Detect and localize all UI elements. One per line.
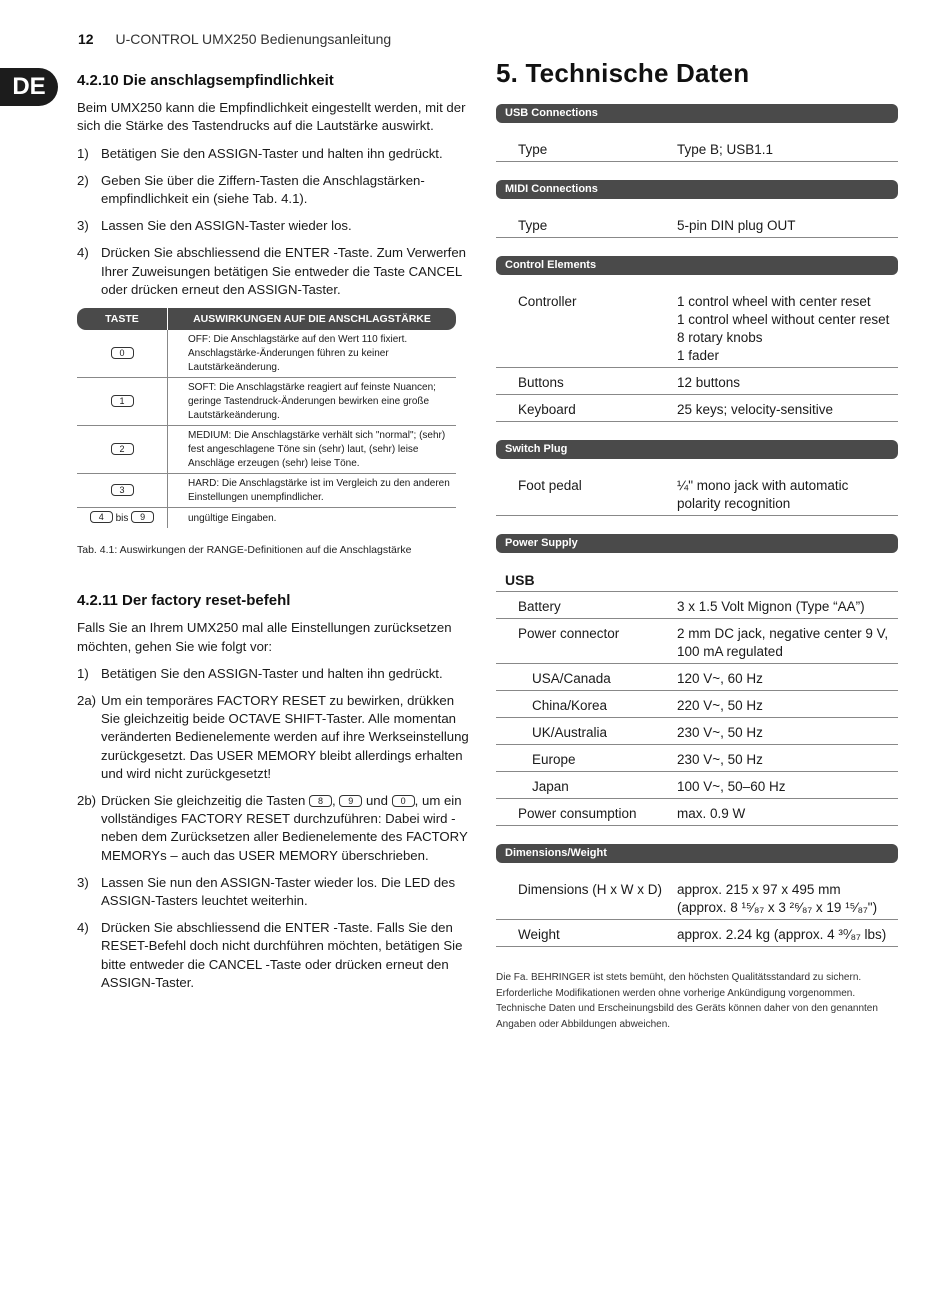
spec-value: 120 V~, 60 Hz — [677, 671, 763, 686]
step-number: 2b) — [77, 793, 97, 809]
spec-value — [677, 477, 898, 513]
step-item — [77, 217, 475, 235]
step-item — [77, 792, 475, 865]
spec-label: Buttons — [518, 375, 564, 390]
table-cell: OFF: Die Anschlagstärke auf den Wert 110 fixiert. Anschlagstärke-Änderungen führen zu keiner Lautstärkeänderung. — [168, 330, 457, 378]
step-item — [77, 172, 475, 208]
spec-value: 100 V~, 50–60 Hz — [677, 779, 786, 794]
page-title: 5. Technische Daten — [496, 58, 750, 88]
spec-label: Type — [518, 142, 548, 157]
spec-row — [496, 211, 898, 238]
step-number: 1) — [77, 145, 89, 161]
spec-row — [496, 592, 898, 619]
spec-value: 220 V~, 50 Hz — [677, 698, 763, 713]
key-label: 2 — [111, 443, 134, 455]
step-number: 2) — [77, 172, 89, 188]
section-bar-switch: Switch Plug — [496, 440, 898, 459]
step-text — [101, 792, 475, 865]
table-header-row — [77, 308, 456, 330]
key-label: 0 — [111, 347, 134, 359]
key-label: 9 — [131, 511, 154, 523]
spec-row — [496, 664, 898, 691]
spec-value: Type B; USB1.1 — [677, 142, 774, 157]
step-number: 3) — [77, 874, 89, 890]
range-word: bis — [115, 513, 129, 525]
spec-row — [496, 718, 898, 745]
spec-row — [496, 395, 898, 422]
key-label: 4 — [90, 511, 113, 523]
spec-value: 230 V~, 50 Hz — [677, 752, 763, 767]
spec-value-line: 2 mm DC jack, negative center 9 V, — [677, 626, 889, 641]
spec-value-line: polarity recognition — [677, 496, 791, 511]
spec-value-line: ¼" mono jack with automatic — [677, 478, 849, 493]
section-bar-midi: MIDI Connections — [496, 180, 898, 199]
table-cell: HARD: Die Anschlagstärke ist im Vergleich zu den anderen Einstellungen unempfindlicher. — [168, 474, 457, 508]
spec-value-line: approx. 215 x 97 x 495 mm — [677, 882, 841, 897]
spec-value: 3 x 1.5 Volt Mignon (Type “AA”) — [677, 599, 865, 614]
spec-label: Dimensions (H x W x D) — [518, 882, 663, 897]
spec-value-line: (approx. 8 ¹⁵⁄₈₇ x 3 ²⁶⁄₈₇ x 19 ¹⁵⁄₈₇") — [677, 900, 878, 915]
section-heading-velocity: 4.2.10 Die anschlagsempfindlichkeit — [77, 72, 334, 89]
page-number: 12 — [78, 31, 94, 47]
section-bar-power: Power Supply — [496, 534, 898, 553]
step-item — [77, 665, 475, 683]
step-number: 4) — [77, 920, 89, 936]
key-label: 8 — [309, 795, 332, 807]
step-number: 4) — [77, 245, 89, 261]
spec-row — [496, 619, 898, 664]
spec-row — [496, 368, 898, 395]
language-tab: DE — [0, 68, 58, 106]
spec-value: 230 V~, 50 Hz — [677, 725, 763, 740]
spec-label: Foot pedal — [518, 478, 582, 493]
spec-row — [496, 135, 898, 162]
table-row — [77, 378, 456, 426]
velocity-table — [77, 308, 456, 528]
spec-value-line: 100 mA regulated — [677, 644, 783, 659]
section-bar-usb: USB Connections — [496, 104, 898, 123]
spec-label: Japan — [532, 779, 569, 794]
spec-row — [496, 471, 898, 516]
step-item — [77, 874, 475, 910]
step-text-part: Drücken Sie gleichzeitig die Tasten — [101, 793, 306, 809]
spec-label: Type — [518, 218, 548, 233]
step-item — [77, 692, 475, 783]
step-text: Geben Sie über die Ziffern-Tasten die Anschlagstärken-empfindlichkeit ein (siehe Tab. 4.1). — [101, 172, 425, 207]
table-cell: ungültige Eingaben. — [188, 512, 277, 524]
table-cell: SOFT: Die Anschlagstärke reagiert auf feinste Nuancen; geringe Tastendruck-Änderungen bewirken eine große Lautstärkeänderung. — [168, 378, 457, 426]
spec-value — [677, 881, 898, 917]
spec-value — [677, 293, 898, 365]
table-caption: Tab. 4.1: Auswirkungen der RANGE-Definitionen auf die Anschlagstärke — [77, 544, 412, 557]
spec-label: Weight — [518, 927, 560, 942]
spec-label: Controller — [518, 294, 577, 309]
right-column — [496, 58, 898, 1032]
spec-value-line: 8 rotary knobs — [677, 330, 763, 345]
spec-label: Battery — [518, 599, 561, 614]
spec-label: Power connector — [518, 626, 620, 641]
step-item — [77, 145, 475, 163]
step-number: 1) — [77, 665, 89, 681]
spec-value-line: 1 fader — [677, 348, 720, 363]
spec-label: Power consumption — [518, 806, 637, 821]
table-row — [77, 330, 456, 378]
spec-label: China/Korea — [532, 698, 608, 713]
table-header-effect: AUSWIRKUNGEN AUF DIE ANSCHLAGSTÄRKE — [168, 308, 457, 330]
disclaimer-text: Die Fa. BEHRINGER ist stets bemüht, den höchsten Qualitätsstandard zu sichern. Erforderliche Modifikationen werden ohne vorherige Ankündigung vorgenommen. Technische Daten und Erscheinungsbild des Geräts können daher von den genannten Angaben oder Abbildungen abweichen. — [496, 972, 878, 1030]
spec-label: UK/Australia — [532, 725, 608, 740]
spec-value: 25 keys; velocity-sensitive — [677, 402, 834, 417]
spec-value: 5-pin DIN plug OUT — [677, 218, 796, 233]
left-column — [77, 72, 475, 1001]
spec-row — [496, 287, 898, 368]
step-text: Betätigen Sie den ASSIGN-Taster und halten ihn gedrückt. — [101, 145, 443, 161]
table-header-key: TASTE — [77, 308, 168, 330]
intro-paragraph: Falls Sie an Ihrem UMX250 mal alle Einstellungen zurücksetzen möchten, gehen Sie wie folgt vor: — [77, 620, 452, 654]
step-text: Drücken Sie abschliessend die ENTER -Taste. Zum Verwerfen Ihrer Zuweisungen betätigen Sie entweder die Taste CANCEL oder drücken erneut den ASSIGN-Taster. — [101, 245, 467, 297]
step-number: 3) — [77, 218, 89, 234]
table-row — [77, 426, 456, 474]
table-row — [77, 474, 456, 508]
section-bar-controls: Control Elements — [496, 256, 898, 275]
step-item — [77, 244, 475, 299]
spec-label: Keyboard — [518, 402, 576, 417]
spec-row — [496, 799, 898, 826]
spec-label: Europe — [532, 752, 576, 767]
step-text-part: , um ein vollständiges FACTORY RESET durchzuführen: Dabei wird - neben dem Zurücksetzen aller Bedienelemente des FACTORY MEMORYs – auch das USER MEMORY überschrieben. — [101, 793, 468, 863]
intro-paragraph: Beim UMX250 kann die Empfindlichkeit eingestellt werden, mit der sich die Stärke des Tastendrucks auf die Lautstärke auswirkt. — [77, 100, 466, 134]
spec-row — [496, 691, 898, 718]
step-text: Lassen Sie nun den ASSIGN-Taster wieder los. Die LED des ASSIGN-Tasters leuchtet weiterhin. — [101, 874, 456, 909]
section-bar-dimensions: Dimensions/Weight — [496, 844, 898, 863]
key-label: 0 — [392, 795, 415, 807]
key-label: 1 — [111, 395, 134, 407]
document-title: U-CONTROL UMX250 Bedienungsanleitung — [115, 31, 392, 47]
spec-value-line: 1 control wheel without center reset — [677, 312, 890, 327]
separator: , — [331, 793, 336, 809]
spec-row — [496, 772, 898, 799]
step-text: Betätigen Sie den ASSIGN-Taster und halten ihn gedrückt. — [101, 665, 443, 681]
key-label: 3 — [111, 484, 134, 496]
spec-label: USA/Canada — [532, 671, 611, 686]
spec-value — [677, 625, 898, 661]
spec-value: 12 buttons — [677, 375, 741, 390]
spec-row — [496, 875, 898, 920]
step-text: Lassen Sie den ASSIGN-Taster wieder los. — [101, 218, 352, 234]
table-cell: MEDIUM: Die Anschlagstärke verhält sich "normal"; (sehr) fest angeschlagene Töne sin (sehr) laut, (sehr) leise Anschläge erzeugen (sehr) leise Töne. — [168, 426, 457, 474]
spec-value-line: 1 control wheel with center reset — [677, 294, 871, 309]
spec-row — [496, 920, 898, 947]
spec-value: max. 0.9 W — [677, 806, 746, 821]
conjunction: und — [365, 793, 388, 809]
section-heading-factory-reset: 4.2.11 Der factory reset-befehl — [77, 592, 291, 610]
spec-row — [496, 745, 898, 772]
step-item — [77, 919, 475, 992]
table-row — [77, 508, 456, 529]
spec-value: approx. 2.24 kg (approx. 4 ³⁰⁄₈₇ lbs) — [677, 927, 887, 942]
page-header — [78, 31, 391, 47]
sub-heading-usb: USB — [496, 565, 898, 592]
step-text: Drücken Sie abschliessend die ENTER -Taste. Falls Sie den RESET-Befehl doch nicht durchführen möchten, betätigen Sie bitte entweder die CANCEL -Taste oder drücken erneut den ASSIGN-Taster. — [101, 920, 463, 990]
step-number: 2a) — [77, 693, 97, 709]
key-label: 9 — [339, 795, 362, 807]
step-text: Um ein temporäres FACTORY RESET zu bewirken, drükken Sie gleichzeitig beide OCTAVE SHIFT-Taster. Alle momentan veränderten Bedienelemente werden auf ihre Werkseinstellung zurückgesetzt. Das USER MEMORY bleibt allerdings erhalten und wird nicht zurückgesetzt! — [101, 693, 469, 781]
